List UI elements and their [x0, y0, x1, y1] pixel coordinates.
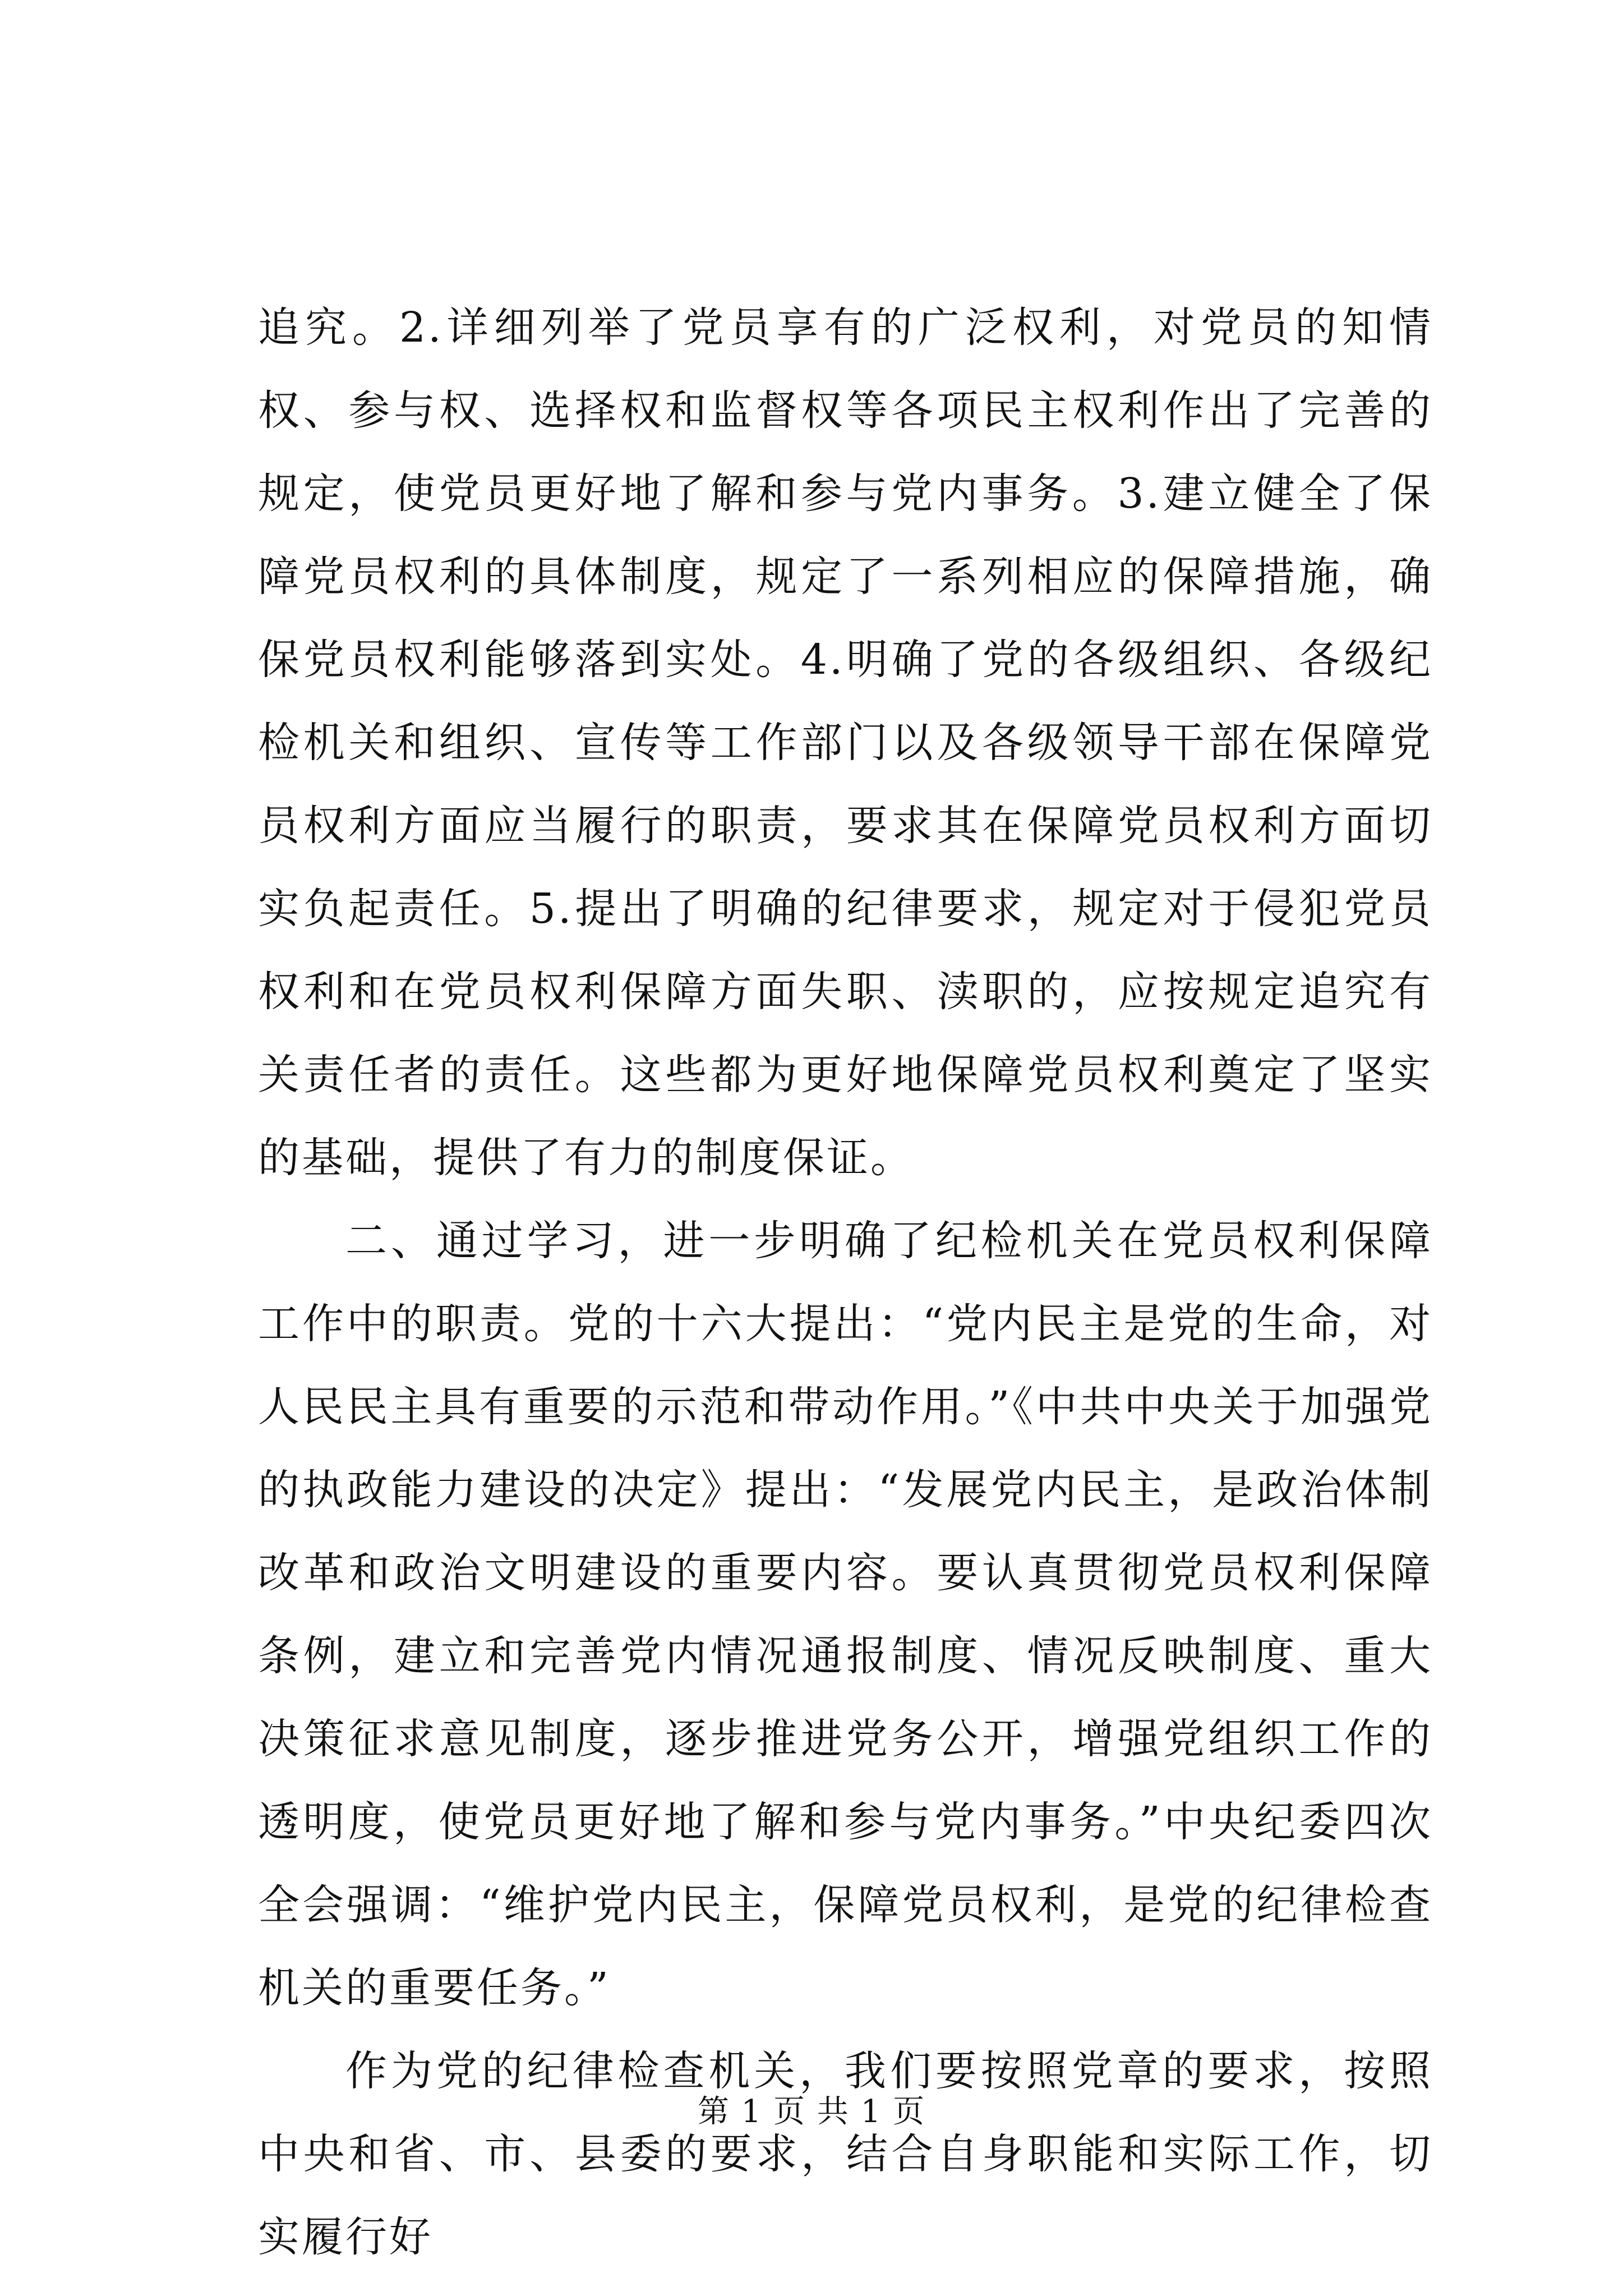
paragraph-3: 作为党的纪律检查机关，我们要按照党章的要求，按照中央和省、市、县委的要求，结合自身职能和实际工作，切实履行好: [258, 2047, 1433, 2261]
paragraph-2: 二、通过学习，进一步明确了纪检机关在党员权利保障工作中的职责。党的十六大提出：“党内民主是党的生命，对人民民主具有重要的示范和带动作用。”《中共中央关于加强党的执政能力建设的决定》提出：“发展党内民主，是政治体制改革和政治文明建设的重要内容。要认真贯彻党员权利保障条例，建立和完善党内情况通报制度、情况反映制度、重大决策征求意见制度，逐步推进党务公开，增强党组织工作的透明度，使党员更好地了解和参与党内事务。”中央纪委四次全会强调：“维护党内民主，保障党员权利，是党的纪律检查机关的重要任务。”: [258, 1217, 1433, 2012]
page-footer: 第 1 页 共 1 页: [697, 2093, 926, 2130]
document-body: [258, 286, 1433, 2279]
paragraph-1: 追究。2.详细列举了党员享有的广泛权利，对党员的知情权、参与权、选择权和监督权等各项民主权利作出了完善的规定，使党员更好地了解和参与党内事务。3.建立健全了保障党员权利的具体制度，规定了一系列相应的保障措施，确保党员权利能够落到实处。4.明确了党的各级组织、各级纪检机关和组织、宣传等工作部门以及各级领导干部在保障党员权利方面应当履行的职责，要求其在保障党员权利方面切实负起责任。5.提出了明确的纪律要求，规定对于侵犯党员权利和在党员权利保障方面失职、渎职的，应按规定追究有关责任者的责任。这些都为更好地保障党员权利奠定了坚实的基础，提供了有力的制度保证。: [258, 303, 1433, 1182]
